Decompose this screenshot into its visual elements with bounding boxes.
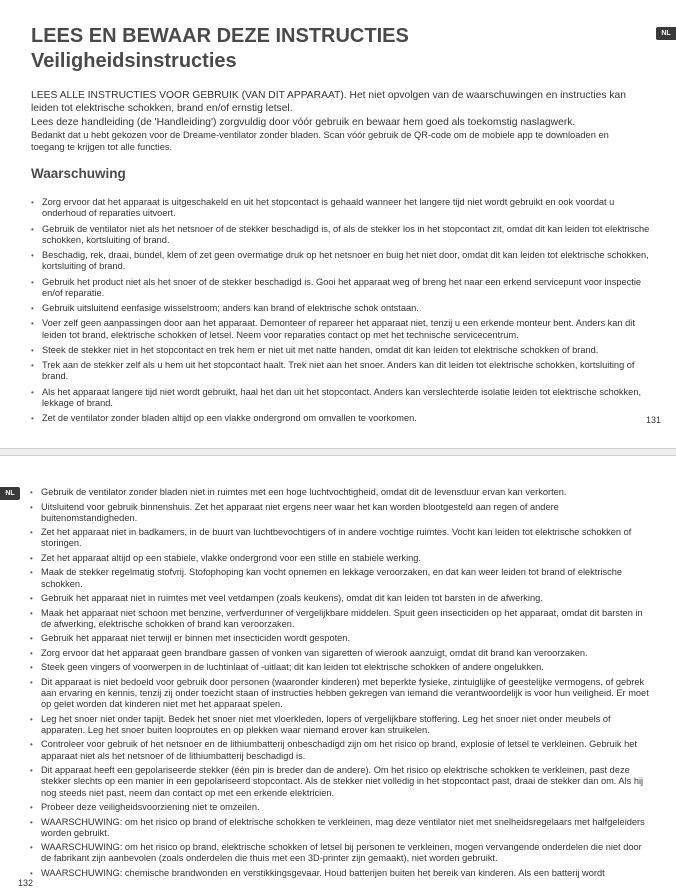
- list-item: • Zet de ventilator zonder bladen altijd op een vlakke ondergrond om omvallen te voorkomen.: [31, 413, 651, 424]
- list-item: • Trek aan de stekker zelf als u hem uit het stopcontact haalt. Trek niet aan het snoer. Anders kan dit leiden tot elektrische schokken, kortsluiting of brand.: [31, 360, 651, 382]
- list-item: • Gebruik het product niet als het snoer of de stekker beschadigd is. Gooi het apparaat weg of breng het naar een erkend servicepunt voor inspectie en/of reparatie.: [31, 277, 651, 299]
- page-number: 132: [18, 878, 34, 888]
- intro-paragraph: LEES ALLE INSTRUCTIES VOOR GEBRUIK (VAN DIT APPARAAT). Het niet opvolgen van de waarschuwingen en instructies kan leiden tot elektrische schokken, brand en/of ernstig letsel.: [31, 90, 626, 115]
- page-divider: [0, 448, 676, 456]
- page-subtitle: Veiligheidsinstructies: [31, 50, 237, 72]
- page-title: LEES EN BEWAAR DEZE INSTRUCTIES: [31, 25, 409, 47]
- list-item: • Gebruik het apparaat niet terwijl er binnen met insecticiden wordt gespoten.: [30, 633, 652, 644]
- list-item: • WAARSCHUWING: om het risico op brand, elektrische schokken of letsel bij personen te verkleinen, mogen vervangende onderdelen die niet door de fabrikant zijn aanbevolen (zoals onderdelen die thuis met een 3D-printer zijn gemaakt), niet worden gebruikt.: [30, 842, 652, 864]
- language-tab: NL: [656, 27, 676, 40]
- list-item: • Dit apparaat heeft een gepolariseerde stekker (één pin is breder dan de andere). Om het risico op elektrische schokken te verkleinen, past deze stekker slechts op een manier in een gepolariseerd stopcontact. Als de stekker niet volledig in het stopcontact past, draai de stekker dan om. Als hij nog steeds niet past, neem dan contact op met een erkende elektricien.: [30, 765, 652, 799]
- list-item: • Probeer deze veiligheidsvoorziening niet te omzeilen.: [30, 802, 652, 813]
- list-item: • Gebruik uitsluitend eenfasige wisselstroom; anders kan brand of elektrische schok ontstaan.: [31, 303, 651, 314]
- page-132: [0, 456, 676, 895]
- list-item: • Maak de stekker regelmatig stofvrij. Stofophoping kan vocht opnemen en lekkage veroorzaken, en dat kan weer leiden tot brand of elektrische schokken.: [30, 567, 652, 589]
- list-item: • Gebruik de ventilator zonder bladen niet in ruimtes met een hoge luchtvochtigheid, omdat dit de levensduur ervan kan verkorten.: [30, 487, 652, 498]
- list-item: • Beschadig, rek, draai, bundel, klem of zet geen overmatige druk op het netsnoer en buig het niet door, omdat dit kan leiden tot elektrische schokken, kortsluiting of brand.: [31, 250, 651, 272]
- list-item: • Steek de stekker niet in het stopcontact en trek hem er niet uit met natte handen, omdat dit kan leiden tot elektrische schokken of brand.: [31, 345, 651, 356]
- warning-list: [31, 197, 651, 428]
- warning-list: [30, 487, 652, 882]
- list-item: • Steek geen vingers of voorwerpen in de luchtinlaat of -uitlaat; dit kan leiden tot elektrische schokken of andere ongelukken.: [30, 662, 652, 673]
- list-item: • Gebruik het apparaat niet in ruimtes met veel vetdampen (zoals keukens), omdat dit kan leiden tot barsten in de afwerking.: [30, 593, 652, 604]
- intro-paragraph: Lees deze handleiding (de 'Handleiding') zorgvuldig door vóór gebruik en bewaar hem goed als toekomstig naslagwerk.: [31, 116, 576, 128]
- page-number: 131: [645, 415, 661, 425]
- list-item: • Uitsluitend voor gebruik binnenshuis. Zet het apparaat niet ergens neer waar het kan worden blootgesteld aan regen of andere buitenomstandigheden.: [30, 502, 652, 524]
- intro-paragraph: Bedankt dat u hebt gekozen voor de Dreame-ventilator zonder bladen. Scan vóór gebruik de QR-code om de mobiele app te downloaden en toegang te krijgen tot alle functies.: [31, 129, 609, 153]
- section-heading: Waarschuwing: [31, 166, 126, 181]
- language-tab: NL: [0, 487, 20, 500]
- list-item: • Gebruik de ventilator niet als het netsnoer of de stekker beschadigd is, of als de stekker los in het stopcontact zit, omdat dit kan leiden tot elektrische schokken, kortsluiting of brand.: [31, 224, 651, 246]
- list-item: • Maak het apparaat niet schoon met benzine, verfverdunner of vergelijkbare middelen. Spuit geen insecticiden op het apparaat, omdat dit barsten in de afwerking, elektrische schokken of brand kan veroorzaken.: [30, 608, 652, 630]
- list-item: • Voer zelf geen aanpassingen door aan het apparaat. Demonteer of repareer het apparaat niet, tenzij u een erkende monteur bent. Anders kan dit leiden tot brand, elektrische schokken of letsel. Neem voor reparaties contact op met het technische servicecentrum.: [31, 318, 651, 340]
- list-item: • Zorg ervoor dat het apparaat geen brandbare gassen of vonken van sigaretten of wierook aanzuigt, omdat dit brand kan veroorzaken.: [30, 648, 652, 659]
- list-item: • Dit apparaat is niet bedoeld voor gebruik door personen (waaronder kinderen) met beperkte fysieke, zintuiglijke of geestelijke vermogens, of gebrek aan ervaring en kennis, tenzij zij onder toezicht staan of instructies hebben gekregen van iemand die verantwoordelijk is voor hun veiligheid. Er moet op gelet worden dat kinderen niet met het apparaat spelen.: [30, 677, 652, 711]
- list-item: • WAARSCHUWING: om het risico op brand of elektrische schokken te verkleinen, mag deze ventilator niet met snelheidsregelaars met halfgeleiders worden gebruikt.: [30, 817, 652, 839]
- list-item: • Zet het apparaat altijd op een stabiele, vlakke ondergrond voor een stille en stabiele werking.: [30, 553, 652, 564]
- intro-block: [31, 89, 631, 154]
- list-item: • Leg het snoer niet onder tapijt. Bedek het snoer niet met vloerkleden, lopers of vergelijkbare stoffering. Leg het snoer niet onder meubels of apparaten. Leg het snoer buiten looproutes en op plekken waar niemand erover kan struikelen.: [30, 714, 652, 736]
- list-item: • Zet het apparaat niet in badkamers, in de buurt van luchtbevochtigers of in andere vochtige ruimtes. Vocht kan leiden tot elektrische schokken of storingen.: [30, 527, 652, 549]
- list-item: • WAARSCHUWING: chemische brandwonden en verstikkingsgevaar. Houd batterijen buiten het bereik van kinderen. Als een batterij wordt: [30, 868, 652, 879]
- list-item: • Als het apparaat langere tijd niet wordt gebruikt, haal het dan uit het stopcontact. Anders kan verslechterde isolatie leiden tot elektrische schokken, lekkage of brand.: [31, 387, 651, 409]
- list-item: • Controleer voor gebruik of het netsnoer en de lithiumbatterij onbeschadigd zijn om het risico op brand, explosie of letsel te verkleinen. Gebruik het apparaat niet als het netsnoer of de lithiumbatterij beschadigd is.: [30, 739, 652, 761]
- list-item: • Zorg ervoor dat het apparaat is uitgeschakeld en uit het stopcontact is gehaald wanneer het langere tijd niet wordt gebruikt en ook voordat u onderhoud of reparaties uitvoert.: [31, 197, 651, 219]
